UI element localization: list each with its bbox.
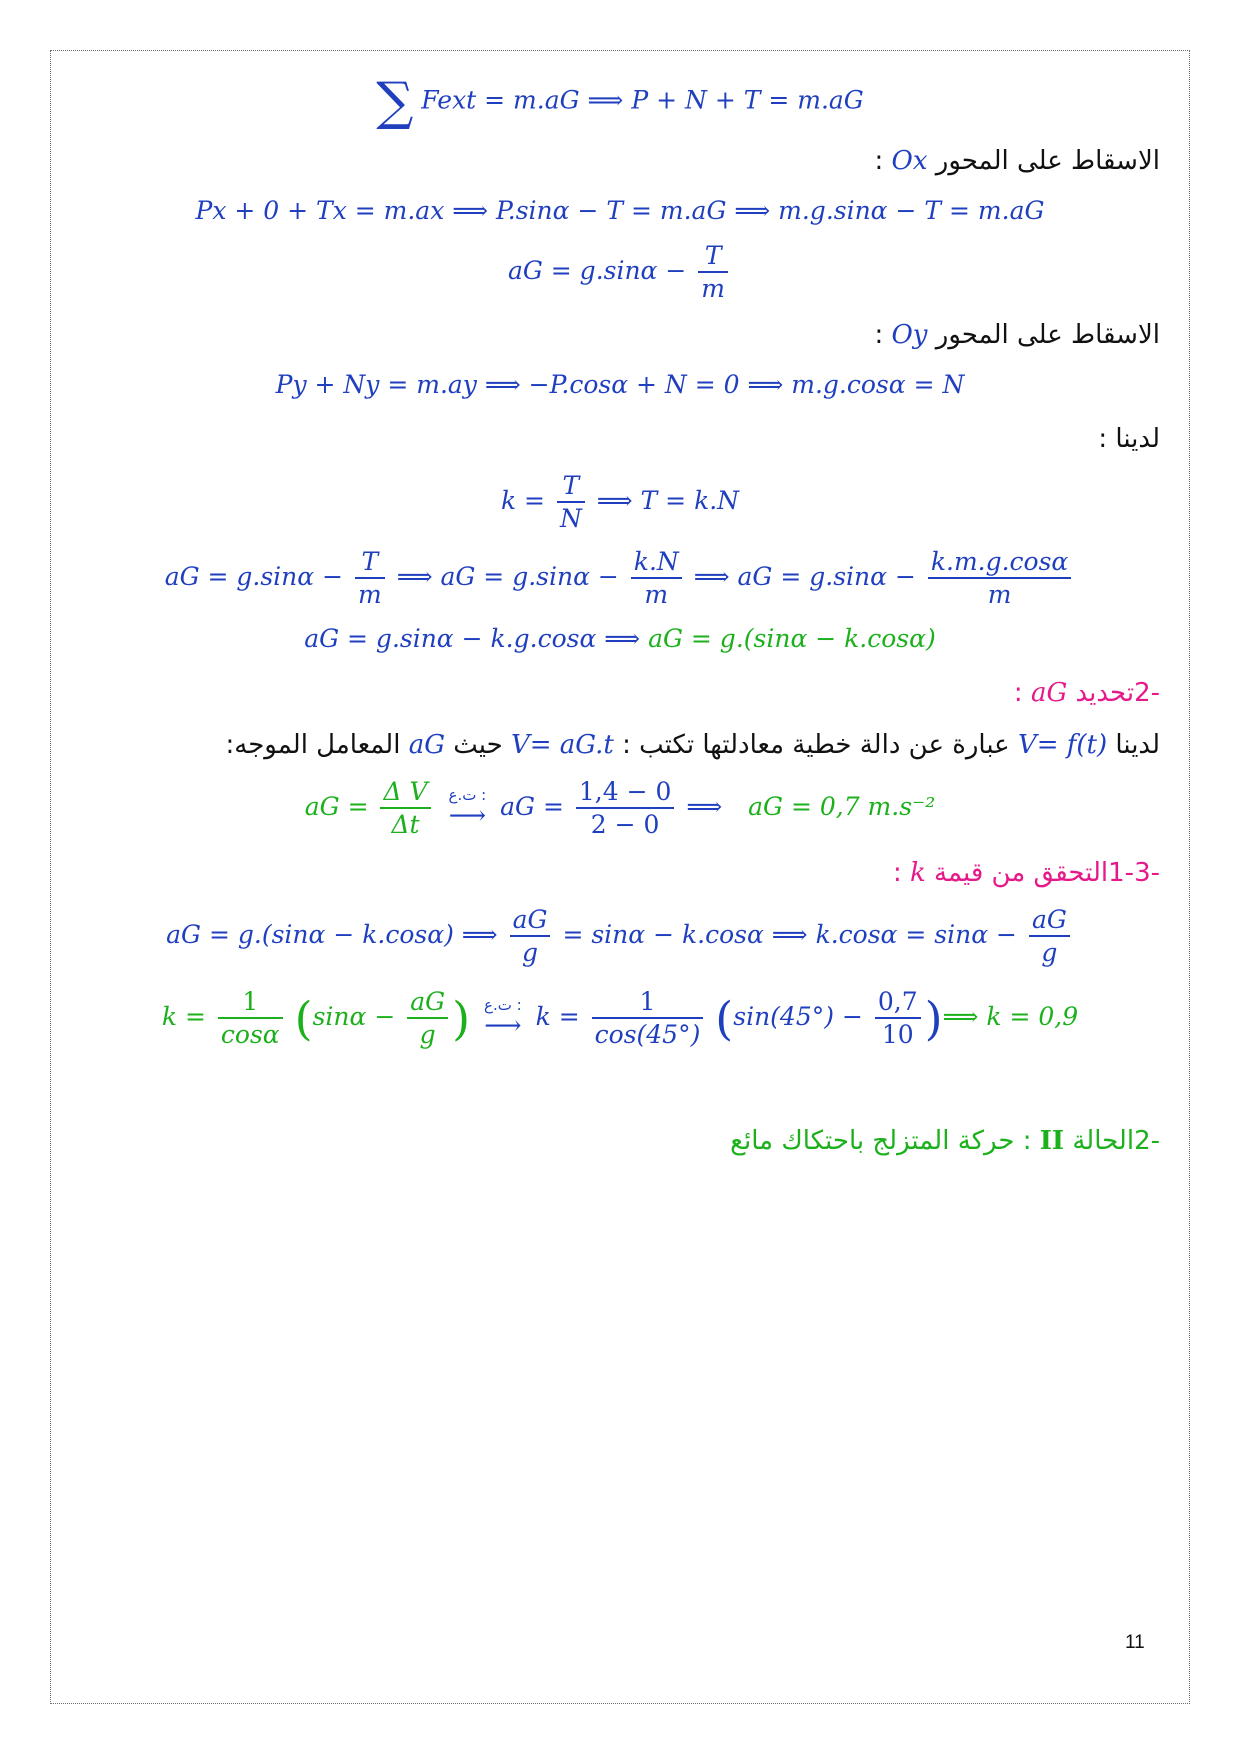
section-variable: k	[910, 858, 926, 888]
eq1-implies: ⟹	[587, 85, 624, 115]
fraction-denominator: 2 − 0	[590, 810, 660, 840]
eq3-lhs: aG = g.sinα −	[507, 255, 687, 285]
fraction-numerator: aG	[407, 986, 448, 1019]
equation-ag-numerical	[80, 776, 1160, 841]
eq10-part1: k =	[161, 1001, 206, 1031]
fraction-07-over-10	[875, 986, 921, 1051]
fraction-1-over-cos45	[592, 986, 704, 1051]
roman-numeral: II	[1039, 1126, 1065, 1156]
projection-ox-heading	[80, 146, 1160, 176]
fraction-2	[631, 546, 682, 611]
fraction-numerator: T	[355, 546, 385, 579]
right-arrow-icon: ⟶	[484, 1010, 522, 1041]
numeric-application-arrow	[448, 785, 487, 831]
ag-variable: aG	[408, 730, 445, 760]
fraction-numerator: aG	[510, 904, 551, 937]
v-equation: V= aG.t	[510, 730, 614, 760]
equation-ag-final	[80, 624, 1160, 653]
fraction-denominator: g	[1041, 938, 1058, 968]
given-label: لدينا :	[1098, 424, 1160, 454]
section-rest: : حركة المتزلج باحتكاك مائع	[730, 1126, 1032, 1156]
section-variable: aG	[1030, 678, 1068, 708]
right-arrow-icon: ⟶	[448, 800, 486, 831]
fraction-denominator: g	[419, 1020, 436, 1050]
section-heading-determine-ag	[80, 678, 1160, 708]
equation-newton-law	[80, 72, 1160, 132]
arrow-label: ت.ع :	[484, 995, 522, 1014]
section-title: -2تحديد	[1075, 678, 1160, 708]
equation-ag-substitution	[80, 546, 1160, 611]
fraction-numerator: 1,4 − 0	[576, 776, 675, 809]
left-paren: (	[294, 991, 313, 1046]
section-title: -2الحالة	[1072, 1126, 1160, 1156]
arrow-label: ت.ع :	[448, 785, 487, 804]
projection-oy-colon: :	[874, 320, 884, 350]
fraction-numerator: 1	[218, 986, 283, 1019]
fraction-numerator: aG	[1029, 904, 1070, 937]
projection-oy-heading	[80, 320, 1160, 350]
projection-ox-axis: Ox	[891, 146, 928, 176]
section-colon: :	[892, 858, 902, 888]
fraction-denominator: 10	[881, 1020, 914, 1050]
eq8-implies: ⟹	[686, 791, 723, 821]
fraction-denominator: Δt	[391, 810, 420, 840]
eq9-part2: = sinα − k.cosα ⟹ k.cosα = sinα −	[562, 919, 1017, 949]
eq10-result: ⟹ k = 0,9	[942, 1001, 1079, 1031]
fraction-numerator: Δ V	[380, 776, 430, 809]
eq7-green-part: aG = g.(sinα − k.cosα)	[648, 624, 936, 653]
fraction-numerator: 0,7	[875, 986, 921, 1019]
fraction-denominator: cosα	[220, 1020, 280, 1050]
page-number: 11	[1125, 1632, 1145, 1653]
section-title: -1-3التحقق من قيمة	[934, 858, 1160, 888]
fraction-numerator: T	[698, 240, 728, 273]
section-heading-verify-k	[80, 858, 1160, 888]
fraction-denominator: g	[522, 938, 539, 968]
left-paren: (	[715, 991, 734, 1046]
right-paren: )	[924, 991, 943, 1046]
eq8-mid: aG =	[500, 791, 564, 821]
text-where: حيث	[453, 730, 503, 760]
v-function: V= f(t)	[1017, 730, 1108, 760]
projection-ox-colon: :	[874, 146, 884, 176]
fraction-denominator: m	[701, 274, 726, 304]
projection-oy-axis: Oy	[891, 320, 928, 350]
equation-ox-projection: Px + 0 + Tx = m.ax ⟹ P.sinα − T = m.aG ⟹ m.g.sinα − T = m.aG	[195, 196, 1045, 225]
fraction-t-over-m	[698, 240, 728, 305]
eq5-lhs: k =	[500, 485, 545, 515]
fraction-1-over-cos	[218, 986, 283, 1051]
numeric-application-arrow	[484, 995, 522, 1041]
eq10-part4: sin(45°) −	[733, 1001, 863, 1031]
fraction-denominator: m	[358, 580, 382, 610]
eq6-part3: ⟹ aG = g.sinα −	[693, 561, 916, 591]
eq7-blue-part: aG = g.sinα − k.g.cosα ⟹	[304, 624, 649, 653]
eq9-part1: aG = g.(sinα − k.cosα) ⟹	[166, 919, 498, 949]
fraction-numerator: 1	[592, 986, 704, 1019]
fraction-dv-over-dt	[380, 776, 430, 841]
fraction-denominator: m	[644, 580, 669, 610]
fraction-denominator: cos(45°)	[594, 1020, 701, 1050]
eq6-part2: ⟹ aG = g.sinα −	[396, 561, 619, 591]
fraction-numerator: k.N	[631, 546, 682, 579]
fraction-numerator: k.m.g.cosα	[928, 546, 1071, 579]
right-paren: )	[452, 991, 471, 1046]
equation-k-definition	[80, 470, 1160, 535]
fraction-ag-over-g	[510, 904, 551, 969]
projection-oy-text: الاسقاط على المحور	[935, 320, 1160, 350]
text-slope: المعامل الموجه:	[225, 730, 401, 760]
eq10-part3: k =	[535, 1001, 580, 1031]
fraction-values	[576, 776, 675, 841]
fraction-ag-over-g-2	[1029, 904, 1070, 969]
fraction-1	[355, 546, 385, 611]
equation-oy-projection: Py + Ny = m.ay ⟹ −P.cosα + N = 0 ⟹ m.g.cosα = N	[275, 370, 965, 399]
projection-ox-text: الاسقاط على المحور	[935, 146, 1160, 176]
eq1-lhs: Fext = m.aG	[421, 85, 580, 115]
fraction-t-over-n	[557, 470, 585, 535]
equation-k-value	[80, 986, 1160, 1051]
equation-ag-expression	[80, 240, 1160, 305]
velocity-linear-statement	[80, 730, 1160, 760]
eq8-lhs: aG =	[304, 791, 369, 821]
eq1-rhs: P + N + T = m.aG	[631, 85, 864, 115]
fraction-ag-over-g	[407, 986, 448, 1051]
fraction-3	[928, 546, 1071, 611]
eq5-rhs: ⟹ T = k.N	[596, 485, 740, 515]
section-colon: :	[1013, 678, 1023, 708]
eq10-part2: sinα −	[312, 1001, 396, 1031]
eq8-result: aG = 0,7 m.s⁻²	[748, 791, 936, 821]
fraction-denominator: N	[559, 504, 582, 534]
sum-symbol: ∑	[376, 72, 414, 132]
eq6-part1: aG = g.sinα −	[164, 561, 344, 591]
text-linear-function: عبارة عن دالة خطية معادلتها تكتب :	[622, 730, 1010, 760]
section-heading-case-2	[80, 1126, 1160, 1156]
text-ladayna: لدينا	[1115, 730, 1160, 760]
equation-k-cos	[80, 904, 1160, 969]
fraction-denominator: m	[987, 580, 1012, 610]
fraction-numerator: T	[557, 470, 585, 503]
